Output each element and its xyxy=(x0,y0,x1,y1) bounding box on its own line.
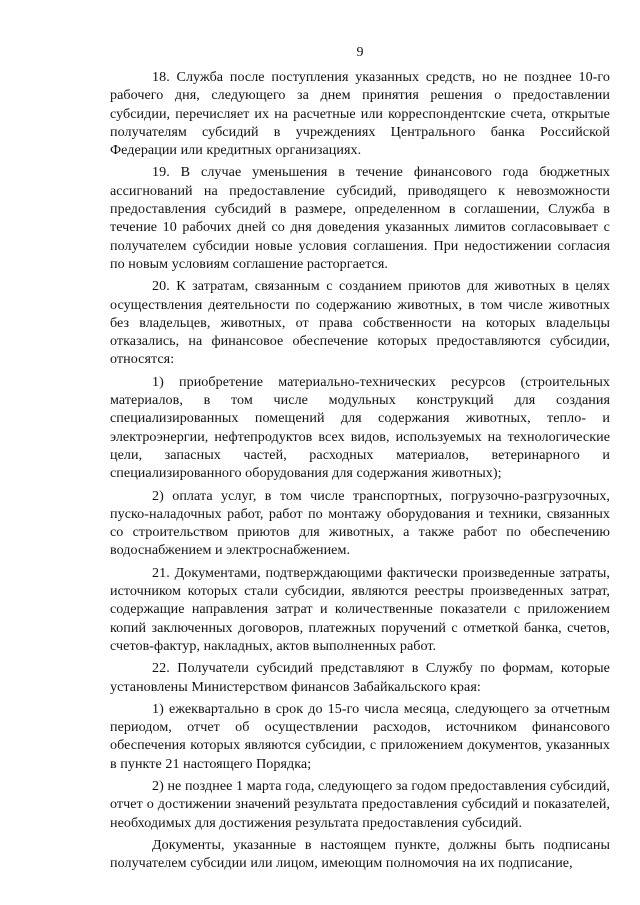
paragraph-21: 21. Документами, подтверждающими фактически произведенные затраты, источником которых стали субсидии, являются реестры произведенных затрат, содержащие направления затрат и количественные показатели с приложением копий заключенных договоров, платежных поручений с отметкой банка, счетов, счетов-фактур, накладных, актов выполненных работ. xyxy=(110,564,610,654)
paragraph-20: 20. К затратам, связанным с созданием приютов для животных в целях осуществления деятельности по содержанию животных, в том числе животных без владельцев, животных, от права собственности на которых владельцы отказались, на финансовое обеспечение которых предоставляются субсидии, относятся: xyxy=(110,278,610,368)
paragraph-22-item-1: 1) ежеквартально в срок до 15-го числа месяца, следующего за отчетным периодом, отчет об осуществлении расходов, источником финансового обеспечения которых являются субсидии, с приложением документов, указанных в пункте 21 настоящего Порядка; xyxy=(110,700,610,772)
paragraph-22-signature-note: Документы, указанные в настоящем пункте, должны быть подписаны получателем субсидии или лицом, имеющим полномочия на их подписание, xyxy=(110,836,610,872)
paragraph-22-item-2: 2) не позднее 1 марта года, следующего за годом предоставления субсидий, отчет о достижении значений результата предоставления субсидий и показателей, необходимых для достижения результата предоставления субсидий. xyxy=(110,777,610,831)
document-page xyxy=(110,0,610,872)
page-number: 9 xyxy=(356,45,364,60)
paragraph-20-item-1: 1) приобретение материально-технических ресурсов (строительных материалов, в том числе модульных конструкций для создания специализированных помещений для содержания животных, тепло- и электроэнергии, нефтепродуктов всех видов, используемых на технологические цели, запасных частей, расходных материалов, ветеринарного и специализированного оборудования для содержания животных); xyxy=(110,373,610,482)
paragraph-19: 19. В случае уменьшения в течение финансового года бюджетных ассигнований на предоставление субсидий, приводящего к невозможности предоставления субсидий в размере, определенном в соглашении, Служба в течение 10 рабочих дней со дня доведения указанных лимитов согласовывает с получателем субсидии новые условия соглашения. При недостижении согласия по новым условиям соглашение расторгается. xyxy=(110,164,610,272)
paragraph-22: 22. Получатели субсидий представляют в Службу по формам, которые установлены Министерством финансов Забайкальского края: xyxy=(110,660,610,695)
paragraph-20-item-2: 2) оплата услуг, в том числе транспортных, погрузочно-разгрузочных, пуско-наладочных работ, работ по монтажу оборудования и техники, связанных со строительством приютов для животных, а также работ по обеспечению водоснабжением и электроснабжением. xyxy=(110,487,610,559)
paragraph-18: 18. Служба после поступления указанных средств, но не позднее 10-го рабочего дня, следующего за днем принятия решения о предоставлении субсидии, перечисляет их на расчетные или корреспондентские счета, открытые получателям субсидий в учреждениях Центрального банка Российской Федерации или кредитных организациях. xyxy=(110,69,610,159)
